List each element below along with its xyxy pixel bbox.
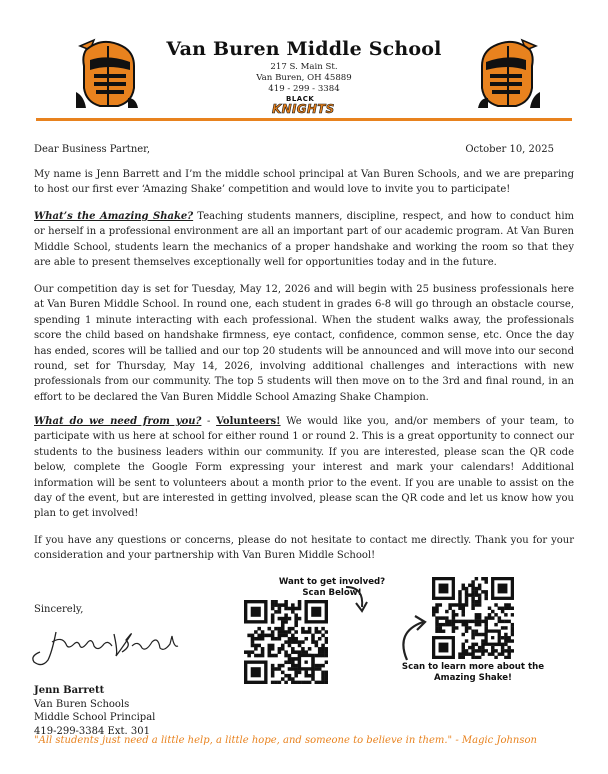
salutation: Dear Business Partner,	[34, 144, 151, 155]
qr-code-learn-more[interactable]	[432, 577, 514, 659]
school-name: Van Buren Middle School	[166, 38, 442, 60]
closing-quote: "All students just need a little help, a little hope, and someone to believe in them." - Magic Johnson	[34, 735, 537, 746]
curved-arrow-icon	[340, 585, 370, 613]
volunteers-label: Volunteers!	[216, 416, 281, 427]
address-city: Van Buren, OH 45889	[256, 73, 352, 83]
signer-org: Van Buren Schools	[34, 698, 130, 710]
signer-title: Middle School Principal	[34, 712, 156, 723]
letterhead-divider	[36, 118, 572, 121]
logo-text-knights: KNIGHTS	[272, 102, 335, 116]
school-phone: 419 - 299 - 3384	[268, 84, 340, 94]
closing-paragraph: If you have any questions or concerns, please do not hesitate to contact me directly. Thank you for your consideration and your partnership with Van Buren Middle School!	[34, 535, 574, 562]
competition-paragraph: Our competition day is set for Tuesday, May 12, 2026 and will begin with 25 business professionals here at Van Buren Middle School. In round one, each student in grades 6-8 will go through an obstacle course, spending 1 minute interacting with each professional. When the student walks away, the professionals score the child based on handshake firmness, eye contact, confidence, common sense, etc. Once the day has ended, scores will be tallied and our top 20 students will be announced and will move into our second round, set for Thursday, May 14, 2026, involving additional challenges and interactions with new professionals from our community. The top 5 students will then move on to the 3rd and final round, in an effort to be declared the Van Buren Middle School Amazing Shake Champion.	[34, 284, 574, 403]
signer-phone: 419-299-3384 Ext. 301	[34, 725, 150, 737]
address-street: 217 S. Main St.	[270, 62, 338, 72]
logo-text-black: BLACK	[286, 95, 315, 103]
amazing-shake-paragraph	[34, 209, 574, 271]
signature	[22, 622, 182, 670]
qr1-label: Want to get involved? Scan Below!	[278, 577, 386, 598]
qr-code-signup[interactable]	[244, 600, 328, 684]
signer-block	[34, 684, 155, 738]
qr2-label: Scan to learn more about the Amazing Shake!	[401, 662, 545, 683]
need-from-you-heading: What do we need from you?	[34, 416, 202, 427]
black-knights-logo	[268, 95, 340, 119]
curved-arrow-icon	[393, 612, 429, 662]
intro-paragraph: My name is Jenn Barrett and I’m the middle school principal at Van Buren Schools, and we are preparing to host our first ever ‘Amazing Shake’ competition and would love to invite you to participate!	[34, 169, 574, 196]
amazing-shake-heading: What’s the Amazing Shake?	[34, 211, 194, 222]
amazing-shake-body: Teaching students manners, discipline, respect, and how to conduct him or herself in a professional environment are all an important part of our academic program. At Van Buren Middle School, students learn the mechanics of a proper handshake and working the room so that they are able to present themselves exceptionally well for opportunities today and in the future.	[34, 211, 575, 269]
volunteer-paragraph	[34, 414, 574, 522]
letter-date: October 10, 2025	[465, 144, 554, 155]
volunteer-body: We would like you, and/or members of your team, to participate with us here at school for either round 1 or round 2. This is a great opportunity to connect our students to the business leaders within our community. If you are interested, please scan the QR code below, complete the Google Form expressing your interest and mark your calendars! Additional information will be sent to volunteers about a month prior to the event. If you are unable to assist on the day of the event, but are interested in getting involved, please scan the QR code and let us know how you plan to get involved!	[34, 416, 575, 520]
signer-name: Jenn Barrett	[34, 685, 105, 696]
sign-off: Sincerely,	[34, 604, 84, 615]
heading-dash: -	[201, 416, 217, 427]
